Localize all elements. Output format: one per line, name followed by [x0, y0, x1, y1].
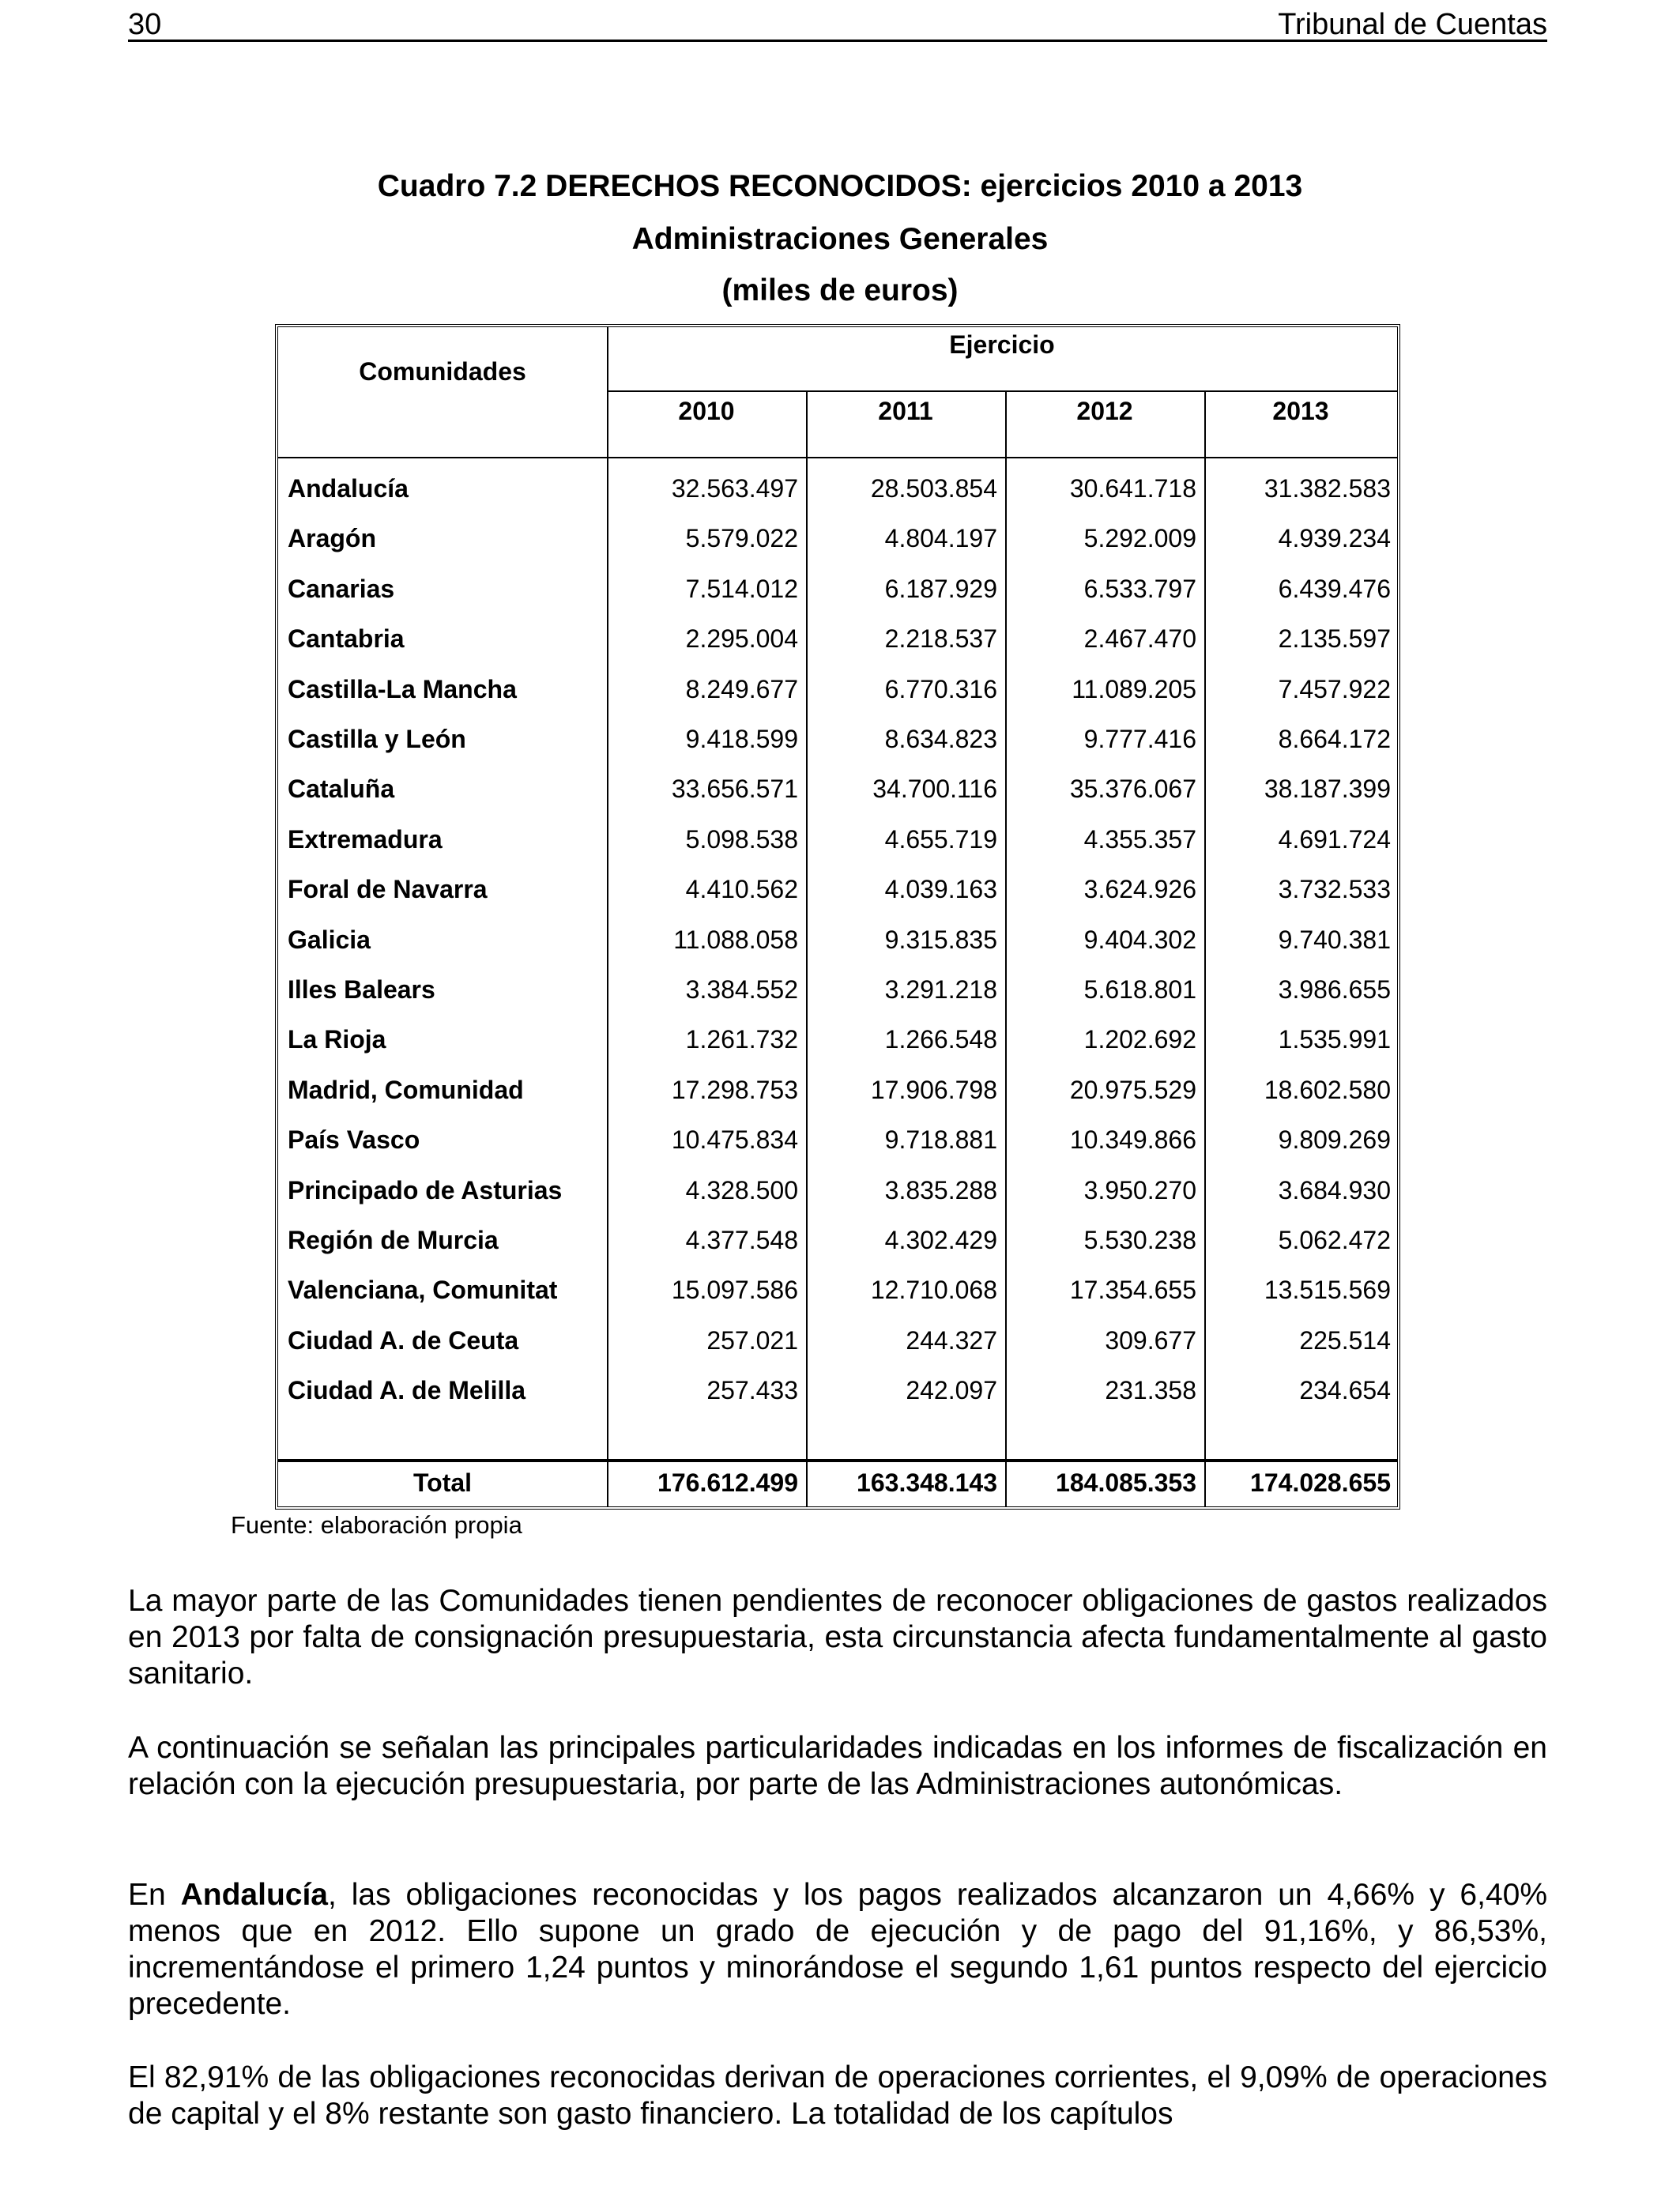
value-cell: 2.295.004: [685, 624, 798, 654]
region-name: Ciudad A. de Ceuta: [288, 1325, 519, 1355]
value-cell: 231.358: [1105, 1376, 1196, 1405]
table-row: [278, 1019, 1397, 1069]
value-cell: 9.740.381: [1278, 925, 1391, 954]
header-ejercicio: Ejercicio: [949, 330, 1055, 359]
table-units: (miles de euros): [721, 273, 959, 307]
table-row: [278, 468, 1397, 518]
value-cell: 3.950.270: [1083, 1175, 1196, 1204]
value-cell: 1.202.692: [1083, 1025, 1196, 1054]
region-name: Valenciana, Comunitat: [288, 1276, 558, 1305]
region-name: Canarias: [288, 574, 395, 603]
table-row: [278, 669, 1397, 718]
region-name: Galicia: [288, 925, 371, 954]
region-name: Andalucía: [288, 474, 409, 503]
table-source: Fuente: elaboración propia: [231, 1511, 522, 1539]
data-table: [275, 324, 1400, 1510]
value-cell: 9.718.881: [884, 1125, 997, 1155]
value-cell: 12.710.068: [870, 1276, 997, 1305]
value-cell: 225.514: [1299, 1325, 1391, 1355]
header-bottom-rule: [278, 457, 1397, 458]
value-cell: 11.089.205: [1072, 674, 1196, 703]
value-cell: 8.664.172: [1278, 725, 1391, 753]
value-cell: 38.187.399: [1264, 775, 1391, 804]
table-row: [278, 1320, 1397, 1370]
value-cell: 4.328.500: [685, 1175, 798, 1204]
table-row: [278, 1220, 1397, 1269]
value-cell: 3.291.218: [884, 975, 997, 1004]
table-row: [278, 819, 1397, 869]
total-value: 174.028.655: [1250, 1468, 1391, 1497]
value-cell: 2.467.470: [1083, 624, 1196, 654]
value-cell: 1.266.548: [884, 1025, 997, 1054]
value-cell: 6.770.316: [884, 674, 997, 703]
region-name: La Rioja: [288, 1025, 386, 1054]
publisher-name: Tribunal de Cuentas: [1278, 8, 1547, 41]
value-cell: 35.376.067: [1069, 775, 1196, 804]
value-cell: 242.097: [906, 1376, 997, 1405]
table-row: [278, 969, 1397, 1019]
value-cell: 11.088.058: [673, 925, 798, 954]
value-cell: 4.655.719: [884, 824, 997, 854]
region-name: Región de Murcia: [288, 1226, 499, 1254]
value-cell: 5.062.472: [1278, 1226, 1391, 1254]
table-row: [278, 1119, 1397, 1169]
value-cell: 8.634.823: [884, 725, 997, 753]
value-cell: 3.835.288: [884, 1175, 997, 1204]
value-cell: 17.906.798: [870, 1075, 997, 1104]
value-cell: 2.135.597: [1278, 624, 1391, 654]
table-row: [278, 568, 1397, 618]
region-name: Aragón: [288, 524, 376, 553]
value-cell: 1.535.991: [1278, 1025, 1391, 1054]
value-cell: 4.939.234: [1278, 524, 1391, 553]
region-name: Madrid, Comunidad: [288, 1075, 524, 1104]
value-cell: 8.249.677: [685, 674, 798, 703]
value-cell: 4.355.357: [1083, 824, 1196, 854]
value-cell: 4.804.197: [884, 524, 997, 553]
table-row: [278, 1269, 1397, 1319]
value-cell: 4.302.429: [884, 1226, 997, 1254]
header-year: 2013: [1272, 397, 1329, 425]
value-cell: 257.021: [706, 1325, 798, 1355]
page-header: [128, 6, 1547, 42]
value-cell: 30.641.718: [1069, 474, 1196, 503]
value-cell: 4.377.548: [685, 1226, 798, 1254]
value-cell: 6.533.797: [1083, 574, 1196, 603]
page-number: 30: [128, 8, 162, 41]
region-name: Cantabria: [288, 624, 405, 654]
value-cell: 31.382.583: [1264, 474, 1391, 503]
value-cell: 234.654: [1299, 1376, 1391, 1405]
value-cell: 257.433: [706, 1376, 798, 1405]
value-cell: 3.684.930: [1278, 1175, 1391, 1204]
value-cell: 4.410.562: [685, 875, 798, 904]
header-comunidades: Comunidades: [359, 357, 526, 386]
region-name: Ciudad A. de Melilla: [288, 1376, 526, 1405]
value-cell: 5.618.801: [1083, 975, 1196, 1004]
value-cell: 244.327: [906, 1325, 997, 1355]
total-value: 163.348.143: [857, 1468, 997, 1497]
total-label: Total: [412, 1468, 473, 1497]
value-cell: 3.986.655: [1278, 975, 1391, 1004]
table-row: [278, 869, 1397, 918]
table-row: [278, 618, 1397, 668]
paragraph-lead: En: [128, 1878, 181, 1912]
total-value: 176.612.499: [657, 1468, 798, 1497]
region-name: Principado de Asturias: [288, 1175, 563, 1204]
value-cell: 5.098.538: [685, 824, 798, 854]
value-cell: 10.349.866: [1069, 1125, 1196, 1155]
table-row: [278, 768, 1397, 818]
body-paragraph: A continuación se señalan las principales particularidades indicadas en los informes de fiscalización en relación con la ejecución presupuestaria, por parte de las Administraciones autonómicas.: [128, 1731, 1547, 1801]
header-divider: [607, 390, 1397, 392]
region-name: Castilla-La Mancha: [288, 674, 517, 703]
table-title: Cuadro 7.2 DERECHOS RECONOCIDOS: ejercicios 2010 a 2013: [377, 169, 1303, 203]
value-cell: 17.298.753: [671, 1075, 798, 1104]
header-year: 2011: [878, 397, 933, 425]
table-row: [278, 1370, 1397, 1419]
value-cell: 9.777.416: [1083, 725, 1196, 753]
table-subtitle: Administraciones Generales: [631, 222, 1049, 256]
value-cell: 7.514.012: [685, 574, 798, 603]
value-cell: 309.677: [1105, 1325, 1196, 1355]
body-paragraph: La mayor parte de las Comunidades tienen pendientes de reconocer obligaciones de gastos realizados en 2013 por falta de consignación presupuestaria, esta circunstancia afecta fundamentalmente al gasto sanitario.: [128, 1584, 1547, 1691]
value-cell: 18.602.580: [1264, 1075, 1391, 1104]
total-row: [278, 1462, 1397, 1512]
region-name: Castilla y León: [288, 725, 466, 753]
value-cell: 3.384.552: [685, 975, 798, 1004]
total-value: 184.085.353: [1056, 1468, 1196, 1497]
table-row: [278, 718, 1397, 768]
value-cell: 3.732.533: [1278, 875, 1391, 904]
region-name: Foral de Navarra: [288, 875, 488, 904]
value-cell: 32.563.497: [671, 474, 798, 503]
header-year: 2012: [1076, 397, 1133, 425]
region-name: Cataluña: [288, 775, 395, 804]
value-cell: 5.292.009: [1083, 524, 1196, 553]
value-cell: 13.515.569: [1264, 1276, 1391, 1305]
value-cell: 9.404.302: [1083, 925, 1196, 954]
value-cell: 6.439.476: [1278, 574, 1391, 603]
body-paragraph: [128, 1877, 1547, 2022]
value-cell: 34.700.116: [872, 775, 997, 804]
region-emphasis: Andalucía: [180, 1878, 328, 1912]
value-cell: 4.039.163: [884, 875, 997, 904]
table-row: [278, 518, 1397, 567]
value-cell: 9.809.269: [1278, 1125, 1391, 1155]
value-cell: 9.315.835: [884, 925, 997, 954]
value-cell: 7.457.922: [1278, 674, 1391, 703]
table-row: [278, 919, 1397, 969]
value-cell: 33.656.571: [671, 775, 798, 804]
value-cell: 5.530.238: [1083, 1226, 1196, 1254]
region-name: Extremadura: [288, 824, 443, 854]
value-cell: 10.475.834: [671, 1125, 798, 1155]
value-cell: 17.354.655: [1069, 1276, 1196, 1305]
region-name: Illes Balears: [288, 975, 435, 1004]
value-cell: 1.261.732: [685, 1025, 798, 1054]
value-cell: 6.187.929: [884, 574, 997, 603]
value-cell: 4.691.724: [1278, 824, 1391, 854]
value-cell: 5.579.022: [685, 524, 798, 553]
value-cell: 3.624.926: [1083, 875, 1196, 904]
table-row: [278, 1069, 1397, 1119]
value-cell: 20.975.529: [1069, 1075, 1196, 1104]
header-year: 2010: [678, 397, 735, 425]
body-paragraph: El 82,91% de las obligaciones reconocidas derivan de operaciones corrientes, el 9,09% de operaciones de capital y el 8% restante son gasto financiero. La totalidad de los capítulos: [128, 2060, 1547, 2131]
value-cell: 9.418.599: [685, 725, 798, 753]
table-row: [278, 1170, 1397, 1220]
region-name: País Vasco: [288, 1125, 420, 1155]
value-cell: 15.097.586: [671, 1276, 798, 1305]
value-cell: 2.218.537: [884, 624, 997, 654]
paragraph-text: , las obligaciones reconocidas y los pagos realizados alcanzaron un 4,66% y 6,40% menos que en 2012. Ello supone un grado de ejecución y de pago del 91,16%, y 86,53%, incrementándose el primero 1,24 puntos y minorándose el segundo 1,61 puntos respecto del ejercicio precedente.: [128, 1878, 1547, 2021]
value-cell: 28.503.854: [870, 474, 997, 503]
